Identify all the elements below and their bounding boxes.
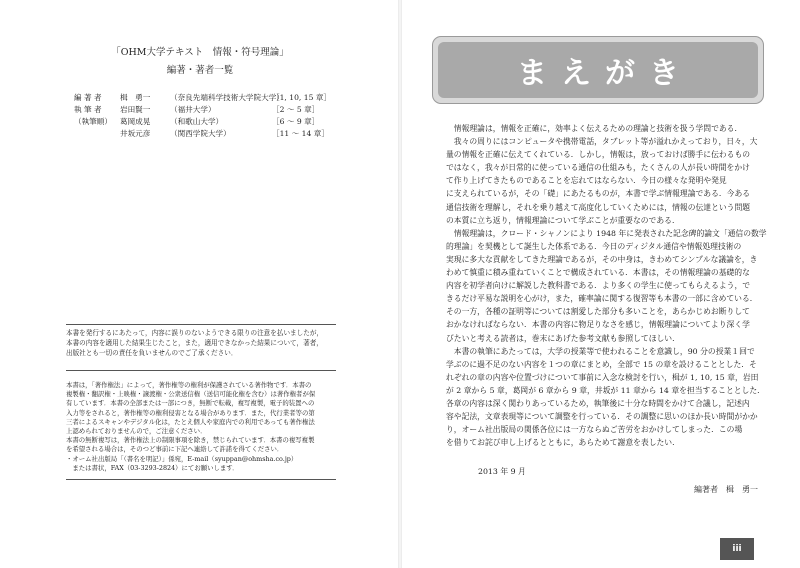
notice-line: 本書の内容を適用した結果生じたこと，また，適用できなかった結果について，著者， <box>66 339 323 347</box>
preface-banner <box>432 36 764 104</box>
notice-line: 本書は，「著作権法」によって，著作権等の権利が保護されている著作物です．本書の <box>66 381 312 389</box>
body-line: わめて慎重に積み重ねていくことで構成されている．本書は，その情報理論の基礎的な <box>446 268 750 278</box>
author-name: 楫 勇一 <box>120 93 151 102</box>
preface-date: 2013 年 9 月 <box>478 467 526 476</box>
author-chapters: ［1, 10, 15 章］ <box>272 93 332 102</box>
body-line: 情報理論は，情報を正確に，効率よく伝えるための理論と技術を扱う学問である． <box>446 124 743 133</box>
notice-line: 出版社とも一切の責任を負いませんのでご了承ください． <box>66 349 238 357</box>
notice-line: 本書の無断複写は，著作権法上の制限事項を除き，禁じられています．本書の複写複製 <box>66 436 315 445</box>
notice-line: ・オーム社出版局「（書名を明記）」係宛，E-mail（syuppan@ohmsha.co.jp） <box>66 454 298 463</box>
body-line: その一方，各種の証明等については割愛した部分も多いことを，あらかじめお断りして <box>446 307 750 317</box>
body-line: り，オーム社出版局の関係各位には一方ならぬご苦労をおかけしてしまった．この場 <box>446 425 743 435</box>
author-chapters: ［6 ～ 9 章］ <box>272 117 320 126</box>
author-name: 井坂元彦 <box>120 129 151 138</box>
body-line: 量の情報を正確に伝えてくれている．しかし，情報は，放っておけば勝手に伝わるもの <box>446 150 751 160</box>
body-line: れぞれの章の内容や位置づけについて事前に入念な検討を行い，楫が 1, 10, 15 章，岩田 <box>446 372 759 382</box>
preface-banner-inner <box>438 42 758 98</box>
preface-body <box>446 122 780 449</box>
notice-line: 入力等をされると，著作権等の権利侵害となる場合があります．また，代行業者等の第 <box>66 408 315 417</box>
notice-line: または書状，FAX（03-3293-2824）にてお願いします． <box>66 463 239 472</box>
body-line: 我々の周りにはコンピュータや携帯電話，タブレット等が溢れかえっており，日々，大 <box>446 137 758 147</box>
body-line: の本質に立ち返り，情報理論について学ぶことが重要なのである． <box>446 215 680 225</box>
body-line: 学ぶのに過不足のない内容を１つの章にまとめ，全部で 15 の章を設けることとした．そ <box>446 359 757 369</box>
preface-signature: 編著者 楫 勇一 <box>694 485 758 494</box>
body-line: に支えられているが，その「礎」にあたるものが，本書で学ぶ情報理論である．今ある <box>446 189 751 199</box>
disclaimer-notice <box>66 324 336 358</box>
body-line: ではなく，我々が日常的に使っている通信の仕組みも，たくさんの人が長い時間をかけ <box>446 163 750 173</box>
body-line: を借りてお詫び申し上げるとともに，あらためて謝意を表したい． <box>446 438 680 448</box>
author-row <box>74 92 354 104</box>
author-name: 岩田賢一 <box>120 105 151 114</box>
body-line: 的理論」を契機として誕生した体系である．今日のディジタル通信や情報処理技術の <box>446 241 742 251</box>
notice-line: 有しています．本書の全部または一部につき，無断で転載，複写複製，電子的装置への <box>66 399 315 408</box>
author-row <box>74 104 354 116</box>
author-row <box>74 116 354 128</box>
body-line: 各章の内容は深く関わりあっているため，執筆後に十分な時間をかけて合議し，記述内 <box>446 398 750 408</box>
author-affiliation: （福井大学） <box>170 105 216 114</box>
page-number: iii <box>720 538 754 560</box>
author-affiliation: （関西学院大学） <box>170 129 231 138</box>
author-chapters: ［11 ～ 14 章］ <box>272 129 329 138</box>
author-name: 葛岡成晃 <box>120 117 151 126</box>
body-line: 容や記法，文章表現等について調整を行っている．その調整に思いのほか長い時間がかか <box>446 412 758 422</box>
author-affiliation: （和歌山大学） <box>170 117 224 126</box>
notice-line: 三者によるスキャンやデジタル化は，たとえ個人や家庭内での利用であっても著作権法 <box>66 417 315 426</box>
body-line: 情報理論は，クロード・シャノンにより 1948 年に発表された記念碑的論文「通信の数学 <box>446 228 767 238</box>
body-line: 通信技術を理解し，それを乗り越えて高度化していくためには，情報の伝達という問題 <box>446 202 751 212</box>
body-line: おかなければならない．本書の内容に物足りなさを感じ，情報理論についてより深く学 <box>446 320 750 330</box>
body-line: 本書の執筆にあたっては，大学の授業等で使われることを意識し，90 分の授業１回で <box>446 346 755 356</box>
notice-line: 複製権・翻訳権・上映権・譲渡権・公衆送信権（送信可能化権を含む）は著作権者が保 <box>66 390 316 399</box>
right-page <box>402 0 800 568</box>
body-line: びたいと考える読者は，巻末にあげた参考文献も参照してほしい． <box>446 333 680 343</box>
notice-line: 本書を発行するにあたって，内容に誤りのないようできる限りの注意を払いましたが， <box>66 329 324 337</box>
notice-line: 上認められておりませんので，ご注意ください． <box>66 427 207 436</box>
notice-line: を希望される場合は，そのつど事前に下記へ連絡して許諾を得てください． <box>66 445 284 454</box>
copyright-notice <box>66 370 336 480</box>
author-role: 執 筆 者 <box>74 105 102 114</box>
author-list-heading: 編著・著者一覧 <box>166 65 234 76</box>
author-role: （執筆順） <box>74 117 112 126</box>
body-line: きるだけ平易な説明を心がけ，また，確率論に関する復習等も本書の一部に含めている． <box>446 294 758 304</box>
book-title: 「OHM大学テキスト 情報・符号理論」 <box>111 47 289 58</box>
body-line: て作り上げてきたものであることを忘れてはならない．今日の様々な発明や発見 <box>446 176 727 186</box>
author-chapters: ［2 ～ 5 章］ <box>272 105 320 114</box>
body-line: 内容を初学者向けに解説した教科書である．より多くの学生に使ってもらえるよう，で <box>446 281 751 291</box>
author-row <box>74 128 354 140</box>
body-line: 実現に多大な貢献をしてきた理論であるが，その中身は，きわめてシンプルな議論を，き <box>446 254 758 264</box>
preface-title: まえがき <box>517 56 693 91</box>
author-affiliation: （奈良先端科学技術大学院大学） <box>170 93 284 102</box>
body-line: が 2 章から 5 章，葛岡が 6 章から 9 章，井坂が 11 章から 14 章を担当することとした． <box>446 385 765 395</box>
author-role: 編 著 者 <box>74 93 102 102</box>
